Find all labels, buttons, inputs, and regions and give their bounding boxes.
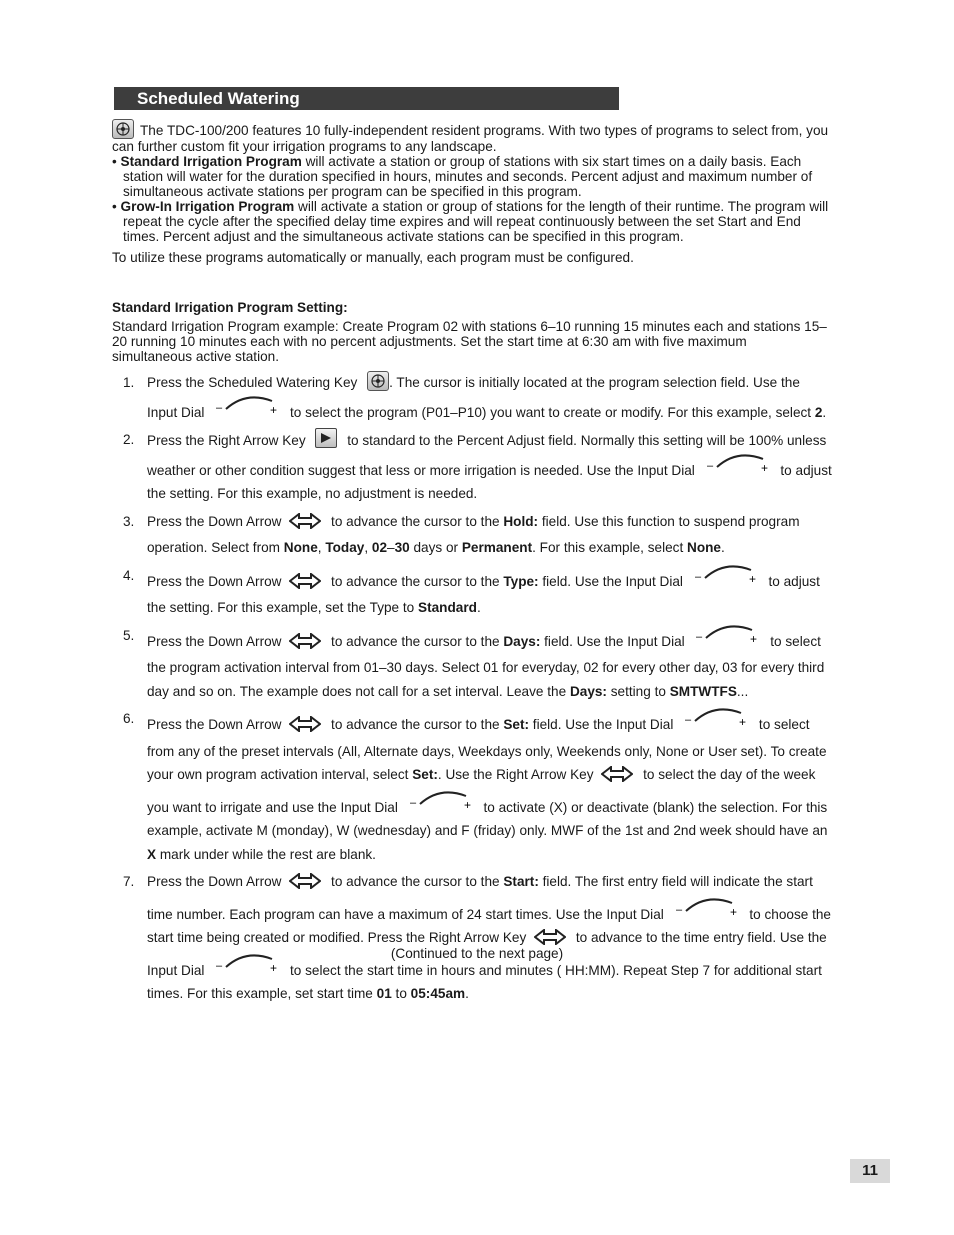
svg-text:+: + [270,402,278,415]
bullet-standard: • Standard Irrigation Program will activate a station or group of stations with six start times on a daily basis. Each station will water for the duration specified in hours, minutes and seconds. Percent adjust and maximum number of simultaneous activate stations per program can be specified in this program. [112,154,813,199]
svg-text:–: – [409,796,416,809]
input-dial-icon [705,453,771,481]
section-heading: Standard Irrigation Program Setting: [112,300,348,315]
input-dial-icon [408,790,474,818]
down-arrow-icon [289,873,321,897]
svg-text:+: + [760,460,768,473]
svg-text:+: + [748,571,756,584]
svg-text:+: + [463,797,471,810]
step-4: 4. Press the Down Arrow to advance the cursor to the Type: field. Use the Input Dial – + to adjust the setting. For this example, set the Type to Standard. [112,564,832,620]
steps-list [112,371,832,1010]
step-7: 7. Press the Down Arrow to advance the cursor to the Start: field. The first entry field will indicate the start time number. Each program can have a maximum of 24 start times. Use the Input Dial – + to choose the start time being created or modified. Press the Right Arrow Key to advance to the time entry field. Use the Input Dial – + to select the start time in hours and minutes ( HH:MM). Repeat Step 7 for additional start times. For this example, set start time 01 to 05:45am. [123,874,831,1001]
right-arrow-key-icon [315,428,337,448]
right-arrow-icon [601,766,633,790]
continued-note: (Continued to the next page) [390,946,564,961]
svg-text:+: + [750,631,758,644]
svg-text:–: – [694,570,701,583]
svg-text:+: + [729,904,737,917]
bullet-grow-in: • Grow-In Irrigation Program will activate a station or group of stations for the length of their runtime. The program will repeat the cycle after the specified delay time expires and will repeat continuously between the set Start and End times. Percent adjust and the simultaneous activate stations can be specified in this program. [112,199,829,244]
intro-lead: The TDC-100/200 features 10 fully-independent resident programs. With two types of programs to select from, you can further custom fit your irrigation programs to any landscape. [112,119,830,154]
section-example: Standard Irrigation Program example: Create Program 02 with stations 6–10 running 15 minutes each and stations 15–20 running 10 minutes each with no percent adjustments. Set the start time at 6:30 am with five maximum simultaneous active station. [112,319,827,364]
page-number: 11 [850,1159,890,1183]
input-dial-icon [674,897,740,925]
step-2: 2. Press the Right Arrow Key to standard to the Percent Adjust field. Normally this setting will be 100% unless weather or other condition suggest that less or more irrigation is needed. Use the Input Dial – + to adjust the setting. For this example, no adjustment is needed. [112,428,832,506]
down-arrow-icon [289,633,321,657]
svg-text:–: – [216,959,223,972]
intro-section [112,119,830,265]
svg-text:–: – [216,401,223,414]
input-dial-icon [694,624,760,652]
svg-text:–: – [675,903,682,916]
down-arrow-icon [289,716,321,740]
step-6: 6. Press the Down Arrow to advance the cursor to the Set: field. Use the Input Dial – + to select from any of the preset intervals (All, Alternate days, Weekdays only, Weekends only, None or User set). To create your own program activation interval, select Set:. Use the Right Arrow Key to select the day of the week you want to irrigate and use the Input Dial – + to activate (X) or deactivate (blank) the selection. For this example, activate M (monday), W (wednesday) and F (friday) only. MWF of the 1st and 2nd week should have an X mark under while the rest are blank. [112,707,832,866]
intro-closing: To utilize these programs automatically or manually, each program must be configured. [112,250,634,265]
watering-key-icon [367,371,389,391]
svg-text:–: – [706,459,713,472]
svg-text:–: – [685,714,692,726]
step-5: 5. Press the Down Arrow to advance the cursor to the Days: field. Use the Input Dial – + to select the program activation interval from 01–30 days. Select 01 for everyday, 02 for every other day, 03 for every third day and so on. The example does not call for a set interval. Leave the Days: setting to SMTWTFS... [112,624,832,704]
down-arrow-icon [289,573,321,597]
step-1: 1. Press the Scheduled Watering Key . The cursor is initially located at the program selection field. Use the Input Dial – + to select the program (P01–P10) you want to create or modify. For this example, select 2. [112,371,832,424]
svg-text:+: + [270,960,278,973]
input-dial-icon [693,564,759,592]
input-dial-icon [683,707,749,735]
watering-key-icon [112,119,134,139]
svg-text:+: + [739,715,747,727]
svg-text:–: – [696,630,703,643]
title-bar [114,87,619,110]
page-title: Scheduled Watering [137,89,300,108]
down-arrow-icon [289,513,321,537]
step-3: 3. Press the Down Arrow to advance the cursor to the Hold: field. Use this function to suspend program operation. Select from None, Today, 02–30 days or Permanent. For this example, select None. [123,513,800,555]
input-dial-icon [214,395,280,423]
